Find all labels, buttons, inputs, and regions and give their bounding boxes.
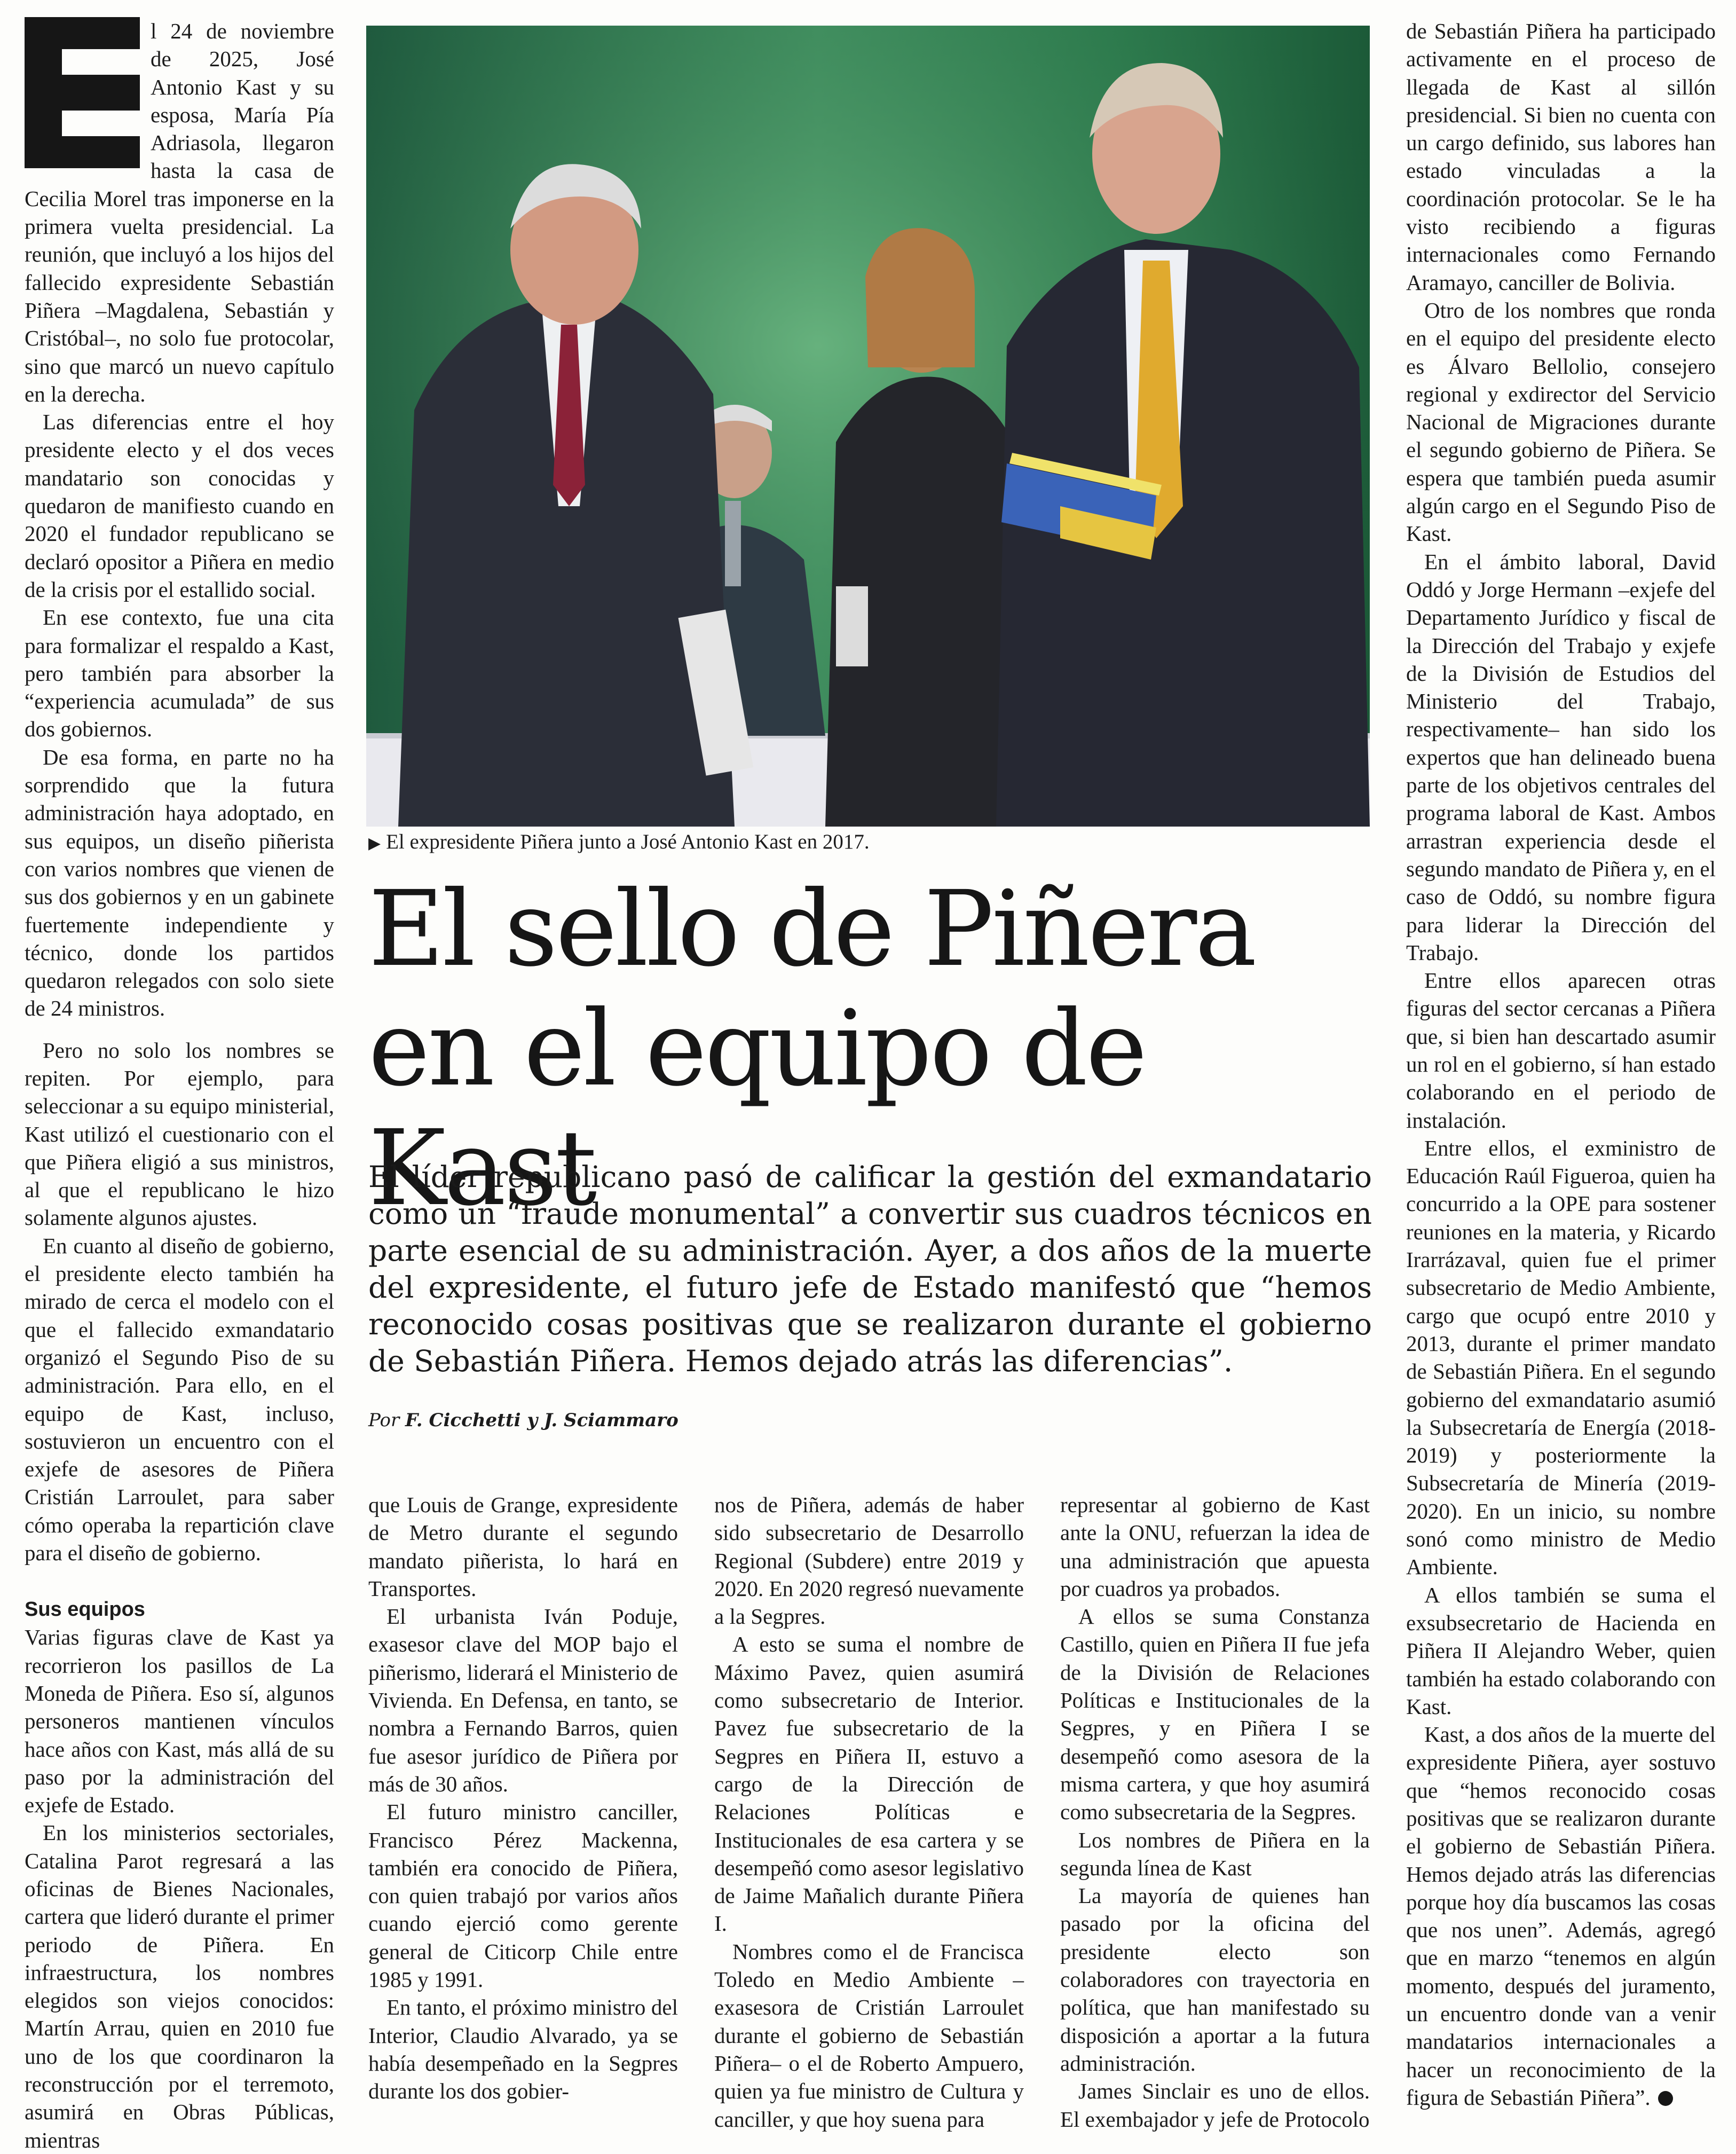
paragraph: Otro de los nombres que ronda en el equipo del presidente electo es Álvaro Bellolio, consejero regional y exdirector del Servicio Nacional de Migraciones durante el segundo gobierno de Piñera. Se espera que también pueda asumir algún cargo en el Segundo Piso de Kast. xyxy=(1406,297,1716,546)
paragraph: Nombres como el de Francisca Toledo en Medio Ambiente –exasesora de Cristián Larroulet durante el gobierno de Sebastián Piñera– o el de Roberto Ampuero, quien ya fue ministro de Cultura y canciller, y que hoy suena para xyxy=(714,1939,1024,2132)
drop-cap-e xyxy=(25,17,140,168)
paragraph: A ellos se suma Constanza Castillo, quien en Piñera II fue jefa de la División de Relaciones Políticas e Institucionales de la Segpres, y en Piñera I se desempeñó como asesora de la misma cartera, y que hoy asumirá como subsecretaria de la Segpres. xyxy=(1060,1604,1370,1825)
column-1 xyxy=(25,17,334,2154)
paragraph: El futuro ministro canciller, Francisco Pérez Mackenna, también era conocido de Piñera, con quien trabajó por varios años cuando ejerció como gerente general de Citicorp Chile entre 1985 y 1991. xyxy=(368,1799,678,1992)
photo-caption: ▶ El expresidente Piñera junto a José Antonio Kast en 2017. xyxy=(368,830,870,853)
paragraph: En ese contexto, fue una cita para formalizar el respaldo a Kast, pero también para absorber la “experiencia acumulada” de sus dos gobiernos. xyxy=(25,605,334,742)
headline: El sello de Piñera en el equipo de Kast xyxy=(368,868,1255,1229)
paragraph: El urbanista Iván Poduje, exasesor clave del MOP bajo el piñerismo, liderará el Ministerio de Vivienda. En Defensa, en tanto, se nombra a Fernando Barros, quien fue asesor jurídico de Piñera por más de 30 años. xyxy=(368,1604,678,1796)
photo-illustration xyxy=(366,26,1370,827)
end-of-article-icon xyxy=(1658,2091,1673,2106)
column-5 xyxy=(1406,17,1716,2111)
paragraph: En tanto, el próximo ministro del Interior, Claudio Alvarado, ya se había desempeñado en la Segpres durante los dos gobier- xyxy=(368,1995,678,2104)
paragraph: Entre ellos, el exministro de Educación Raúl Figueroa, quien ha concurrido a la OPE para sostener reuniones en la materia, y Ricardo Irarrázaval, quien fue el primer subsecretario de Medio Ambiente, cargo que ocupó entre 2010 y 2013, durante el primer mandato de Sebastián Piñera. En el segundo gobierno del exmandatario asumió la Subsecretaría de Energía (2018-2019) y posteriormente la Subsecretaría de Minería (2019-2020). En un inicio, su nombre sonó como ministro de Medio Ambiente. xyxy=(1406,1135,1716,1579)
column-4 xyxy=(1060,1491,1370,2133)
paragraph: A esto se suma el nombre de Máximo Pavez, quien asumirá como subsecretario de Interior. Pavez fue subsecretario de la Segpres en Piñera II, estuvo a cargo de la Dirección de Relaciones Políticas e Institucionales de esa cartera y se desempeñó como asesor legislativo de Jaime Mañalich durante Piñera I. xyxy=(714,1632,1024,1936)
column-2 xyxy=(368,1491,678,2105)
paragraph: Los nombres de Piñera en la segunda línea de Kast xyxy=(1060,1827,1370,1880)
paragraph: De esa forma, en parte no ha sorprendido que la futura administración haya adoptado, en sus equipos, un diseño piñerista con varios nombres que vienen de sus dos gobiernos y en un gabinete fuertemente independiente y técnico, donde los partidos quedaron relegados con solo siete de 24 ministros. xyxy=(25,744,334,1021)
paragraph: Entre ellos aparecen otras figuras del sector cercanas a Piñera que, si bien han descartado asumir un rol en el gobierno, sí han estado colaborando en el periodo de instalación. xyxy=(1406,968,1716,1133)
column-3 xyxy=(714,1491,1024,2133)
paragraph: l 24 de noviembre de 2025, José Antonio Kast y su esposa, María Pía Adriasola, llegaron hasta la casa de Cecilia Morel tras imponerse en la primera vuelta presidencial. La reunión, que incluyó a los hijos del fallecido expresidente Sebastián Piñera –Magdalena, Sebastián y Cristóbal–, no solo fue protocolar, sino que marcó un nuevo capítulo en la derecha. xyxy=(25,19,334,406)
paragraph: En los ministerios sectoriales, Catalina Parot regresará a las oficinas de Bienes Nacionales, cartera que lideró durante el primer periodo de Piñera. En infraestructura, los nombres elegidos son viejos conocidos: Martín Arrau, quien en 2010 fue uno de los que coordinaron la reconstrucción por el terremoto, asumirá en Obras Públicas, mientras xyxy=(25,1820,334,2152)
byline xyxy=(368,1409,1009,1432)
paragraph: Las diferencias entre el hoy presidente electo y el dos veces mandatario son conocidas y quedaron de manifiesto cuando en 2020 el fundador republicano se declaró opositor a Piñera en medio de la crisis por el estallido social. xyxy=(25,410,334,602)
article-photo xyxy=(366,26,1370,827)
paragraph: Varias figuras clave de Kast ya recorrieron los pasillos de La Moneda de Piñera. Eso sí, algunos personeros mantienen vínculos hace años con Kast, más allá de su paso por la administración del exjefe de Estado. xyxy=(25,1625,334,1818)
paragraph: A ellos también se suma el exsubsecretario de Hacienda en Piñera II Alejandro Weber, quien también ha estado colaborando con Kast. xyxy=(1406,1582,1716,1719)
paragraph: Pero no solo los nombres se repiten. Por ejemplo, para seleccionar a su equipo ministerial, Kast utilizó el cuestionario con el que Piñera eligió a sus ministros, al que el republicano le hizo solamente algunos ajustes. xyxy=(25,1037,334,1230)
paragraph: En el ámbito laboral, David Oddó y Jorge Hermann –exjefe del Departamento Jurídico y fiscal de la Dirección del Trabajo y exjefe de la División de Estudios del Ministerio del Trabajo, respectivamente– han sido los expertos que han delineado buena parte de los objetivos centrales del programa laboral de Kast. Ambos arrastran experiencia desde el segundo mandato de Piñera y, en el caso de Oddó, su nombre figura para liderar la Dirección del Trabajo. xyxy=(1406,549,1716,965)
paragraph: que Louis de Grange, expresidente de Metro durante el segundo mandato piñerista, lo hará en Transportes. xyxy=(368,1492,678,1601)
byline-authors: F. Cicchetti y J. Sciammaro xyxy=(405,1410,678,1431)
byline-prefix: Por xyxy=(368,1410,400,1431)
paragraph: representar al gobierno de Kast ante la ONU, refuerzan la idea de una administración que apuesta por cuadros ya probados. xyxy=(1060,1492,1370,1601)
paragraph: James Sinclair es uno de ellos. El exembajador y jefe de Protocolo xyxy=(1060,2079,1370,2132)
paragraph: de Sebastián Piñera ha participado activamente en el proceso de llegada de Kast al sillón presidencial. Si bien no cuenta con un cargo definido, sus labores han estado vinculadas a la coordinación protocolar. Se le ha visto recibiendo a figuras internacionales como Fernando Aramayo, canciller de Bolivia. xyxy=(1406,19,1716,295)
caption-triangle-icon: ▶ xyxy=(368,835,381,852)
subhead-sus-equipos: Sus equipos xyxy=(25,1598,145,1621)
deck: El líder republicano pasó de calificar la gestión del exmandatario como un “fraude monumental” a convertir sus cuadros técnicos en parte esencial de su administración. Ayer, a dos años de la muerte del expresidente, el futuro jefe de Estado manifestó que “hemos reconocido cosas positivas que se realizaron durante el gobierno de Sebastián Piñera. Hemos dejado atrás las diferencias”. xyxy=(368,1160,1372,1378)
paragraph: nos de Piñera, además de haber sido subsecretario de Desarrollo Regional (Subdere) entre 2019 y 2020. En 2020 regresó nuevamente a la Segpres. xyxy=(714,1492,1024,1629)
paragraph: La mayoría de quienes han pasado por la oficina del presidente electo son colaboradores con trayectoria en política, que han manifestado su disposición a aportar a la futura administración. xyxy=(1060,1883,1370,2076)
paragraph: En cuanto al diseño de gobierno, el presidente electo también ha mirado de cerca el modelo con el que el fallecido exmandatario organizó el Segundo Piso de su administración. Para ello, en el equipo de Kast, incluso, sostuvieron un encuentro con el exjefe de asesores de Piñera Cristián Larroulet, para saber cómo operaba la repartición clave para el diseño de gobierno. xyxy=(25,1233,334,1566)
paragraph-final: Kast, a dos años de la muerte del expresidente Piñera, ayer sostuvo que “hemos reconocido cosas positivas que se realizaron durante el gobierno de Sebastián Piñera. Hemos dejado atrás las diferencias porque hoy día buscamos las cosas que nos unen”. Además, agregó que en marzo “tenemos en algún momento, después del juramento, un encuentro donde van a venir mandatarios internacionales a hacer un reconocimiento de la figura de Sebastián Piñera”. xyxy=(1406,1722,1716,2110)
